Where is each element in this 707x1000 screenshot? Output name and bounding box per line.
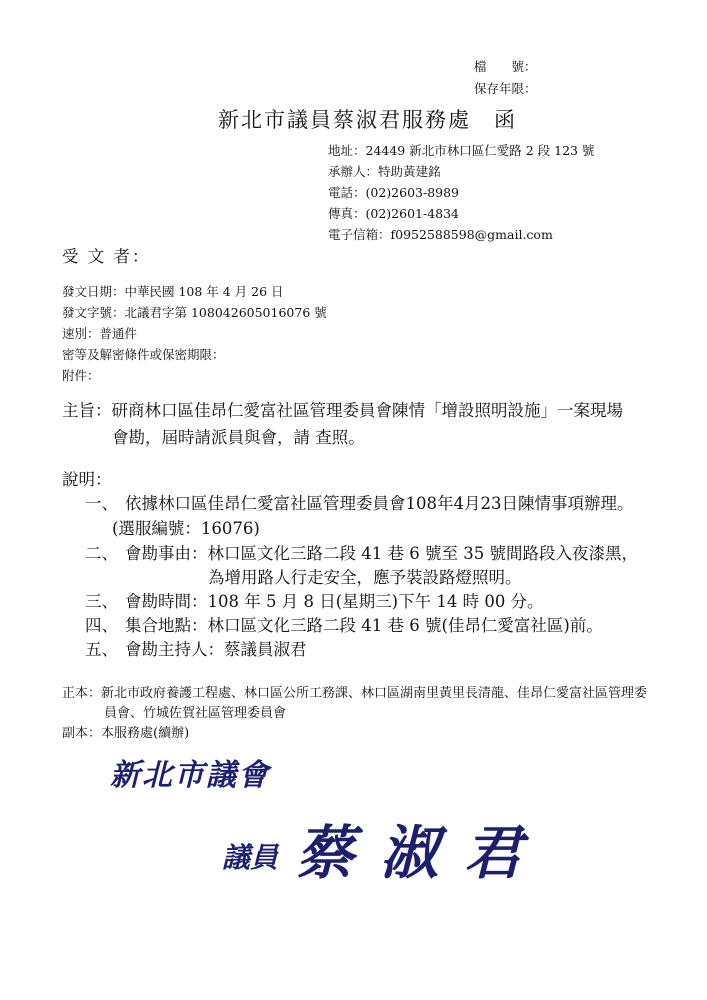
explanation-label: 說明： [62,470,112,489]
subject-line-2: 會勘，屆時請派員與會，請 查照。 [112,428,365,447]
contact-email: 電子信箱：f0952588598@gmail.com [328,227,553,242]
delivery-speed: 速別：普通件 [62,326,138,341]
main-recipients-line-2: 員會、竹城佐賀社區管理委員會 [104,706,287,721]
item-5-text: 會勘主持人：蔡議員淑君 [125,640,307,659]
item-5-number: 五、 [85,640,118,659]
seal-title: 議員 [222,841,279,874]
item-1-continuation: (選服編號：16076) [112,519,260,538]
seal-council-name: 新北市議會 [110,758,270,793]
subject-line-1: 主旨：研商林口區佳昂仁愛富社區管理委員會陳情「增設照明設施」一案現場 [62,401,623,420]
item-2-number: 二、 [85,544,118,563]
main-recipients-line-1: 正本：新北市政府養護工程處、林口區公所工務課、林口區湖南里黃里長清龍、佳昂仁愛富社區管理委 [62,686,648,701]
retention-period-label: 保存年限： [474,81,537,96]
contact-handler: 承辦人：特助黃建銘 [328,164,441,179]
item-4-text: 集合地點：林口區文化三路二段 41 巷 6 號(佳昂仁愛富社區)前。 [125,616,603,635]
copy-recipients: 副本：本服務處(續辦) [62,726,190,741]
file-number-label: 檔 號： [474,59,537,74]
contact-phone: 電話：(02)2603-8989 [328,185,460,200]
contact-fax: 傳真：(02)2601-4834 [328,206,460,221]
item-1-number: 一、 [85,494,118,513]
issue-date: 發文日期：中華民國 108 年 4 月 26 日 [62,284,284,299]
seal-councilor-name: 蔡淑君 [296,819,549,887]
attachment-label: 附件： [62,368,100,383]
item-3-text: 會勘時間：108 年 5 月 8 日(星期三)下午 14 時 00 分。 [125,592,544,611]
recipient-label: 受 文 者： [62,247,151,266]
item-4-number: 四、 [85,616,118,635]
contact-address: 地址：24449 新北市林口區仁愛路 2 段 123 號 [328,143,595,158]
document-number: 發文字號：北議君字第 108042605016076 號 [62,305,327,320]
document-title: 新北市議員蔡淑君服務處 函 [218,108,517,132]
item-2-continuation: 為增用路人行走安全，應予裝設路燈照明。 [208,568,522,587]
item-1-text: 依據林口區佳昂仁愛富社區管理委員會108年4月23日陳情事項辦理。 [125,494,634,513]
item-3-number: 三、 [85,592,118,611]
secrecy-level: 密等及解密條件或保密期限： [62,347,225,362]
item-2-text: 會勘事由：林口區文化三路二段 41 巷 6 號至 35 號間路段入夜漆黑， [125,544,638,563]
